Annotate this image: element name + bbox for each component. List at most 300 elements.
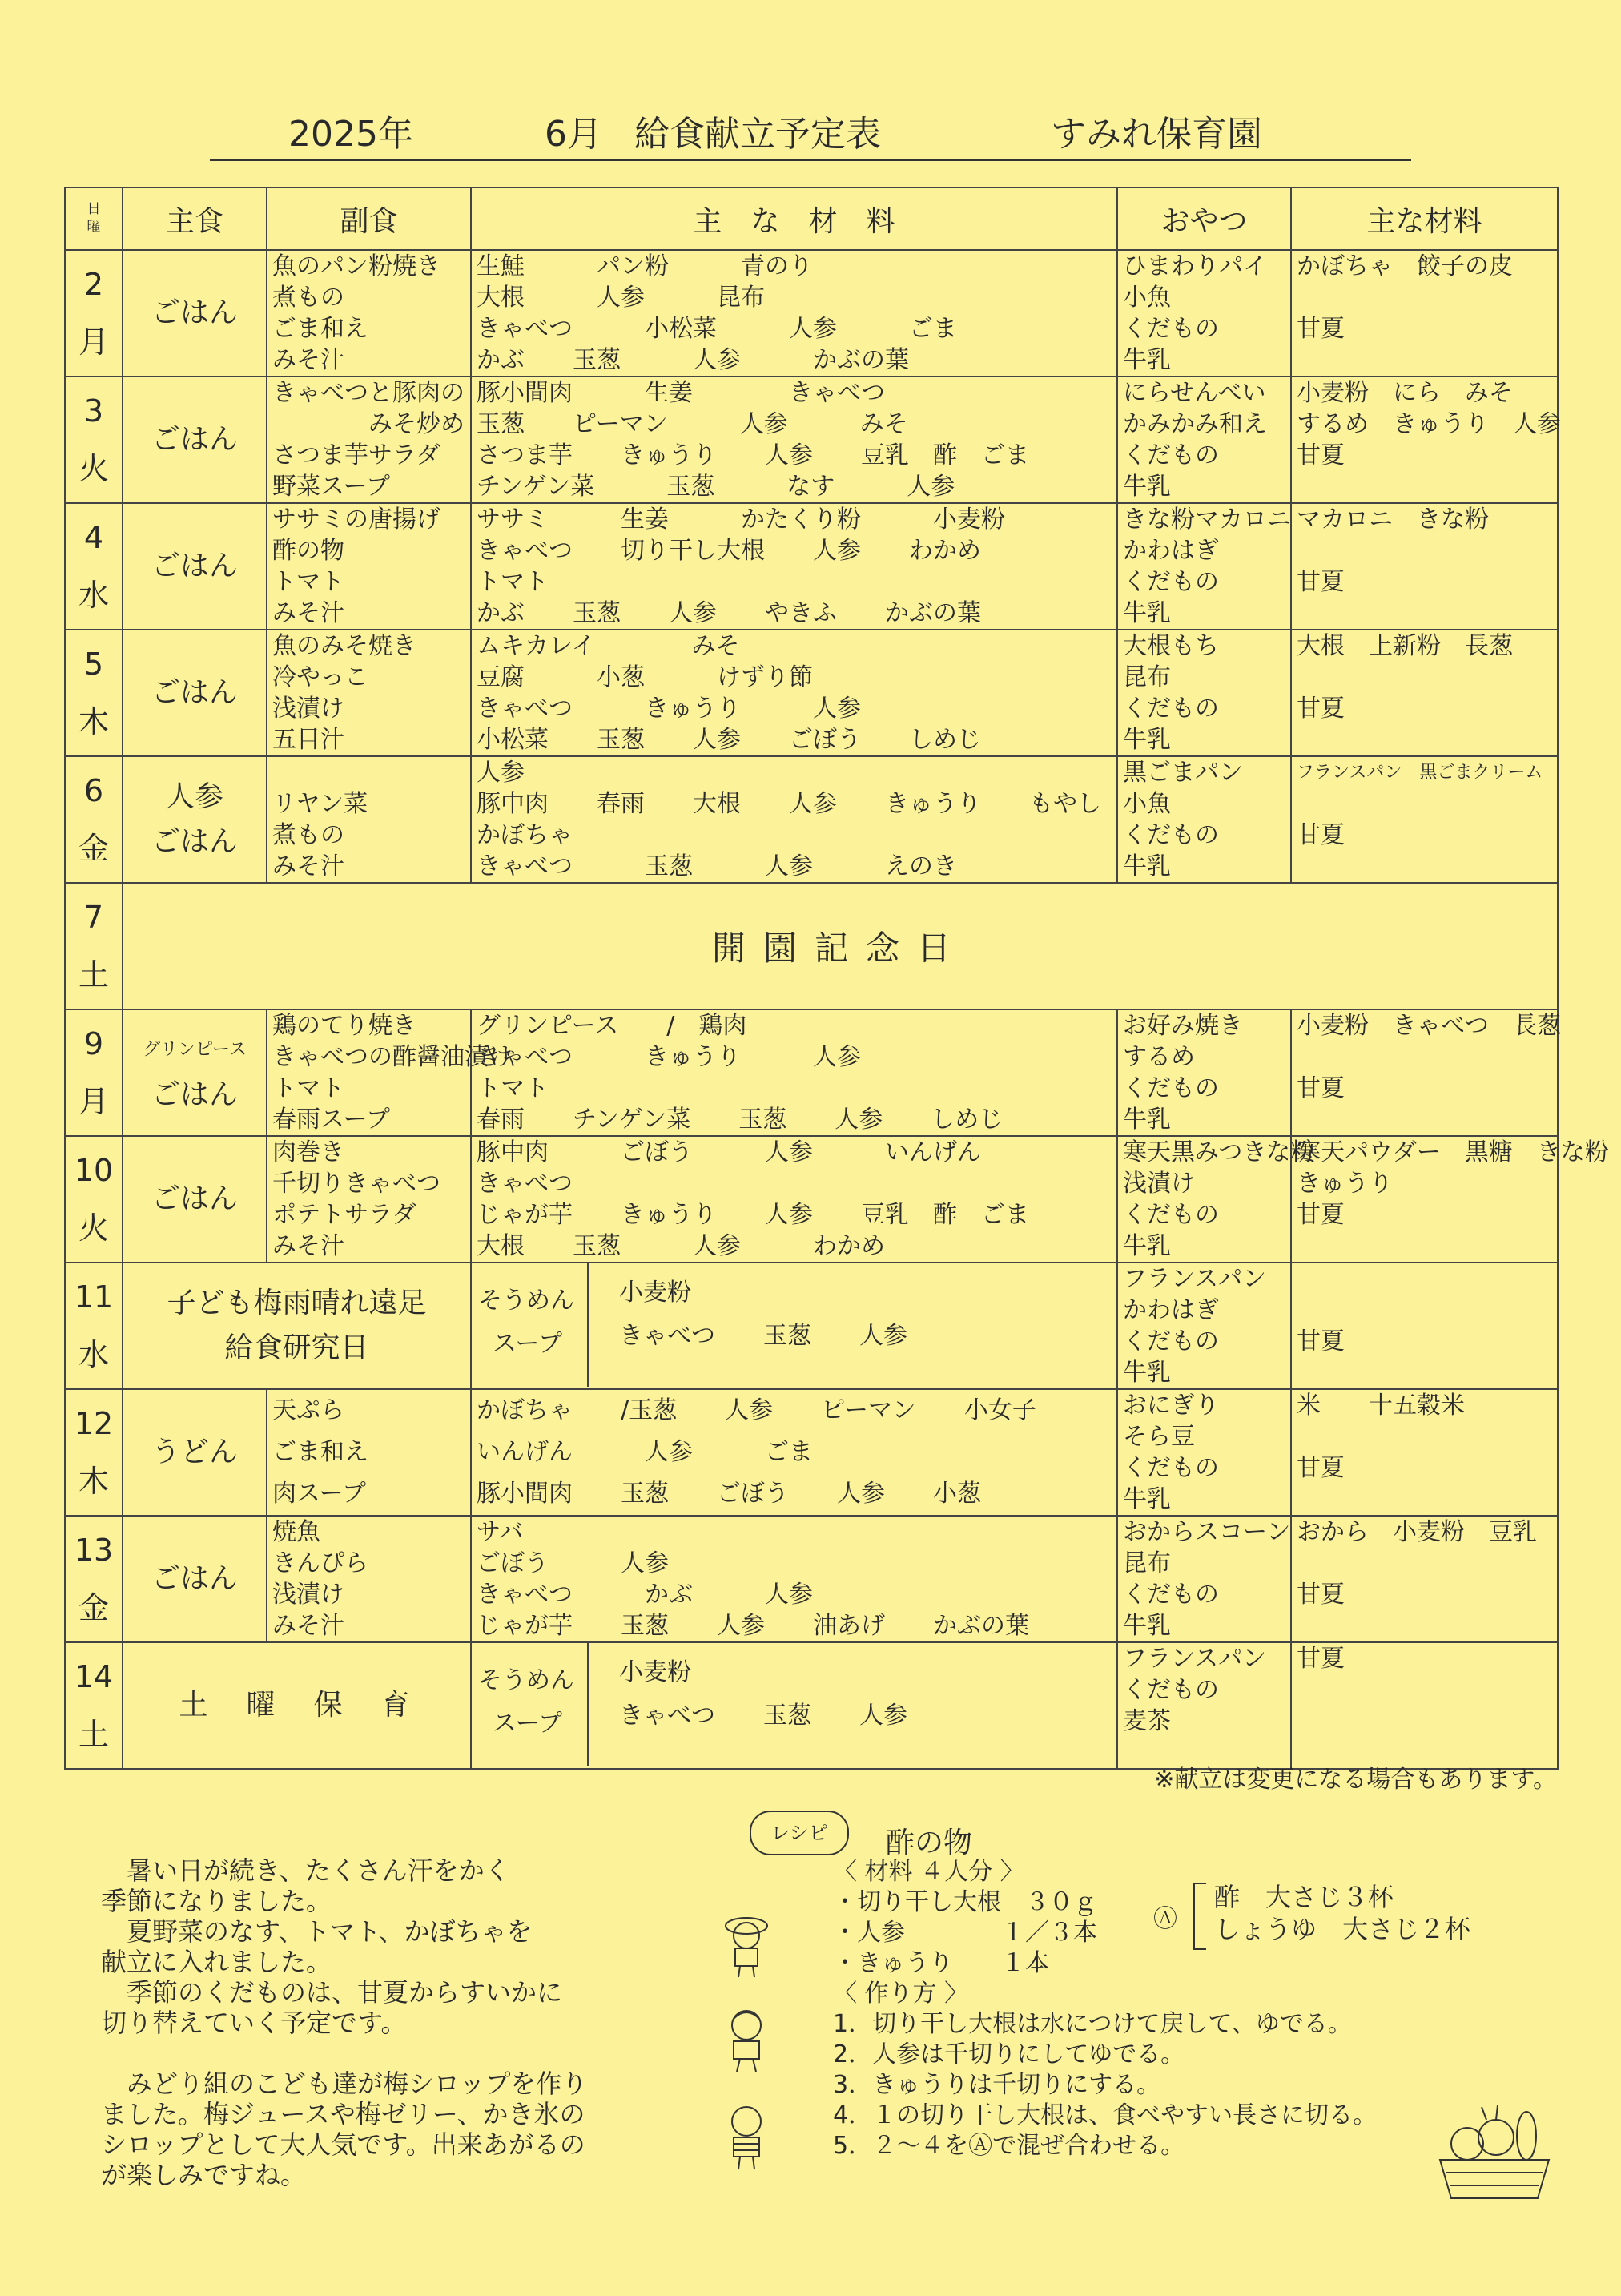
- paragraph-line: ました。梅ジュースや梅ゼリー、かき氷の: [101, 2099, 585, 2129]
- staple-text: ごはん: [151, 296, 238, 329]
- snack-ingredient-line: きゅうり: [1297, 1170, 1393, 1198]
- snack-line: くだもの: [1123, 1676, 1219, 1704]
- paragraph-line: 切り替えていく予定です。: [101, 2008, 407, 2038]
- snack-line: 牛乳: [1123, 1485, 1171, 1513]
- soup-ingredient-line2: きゃべつ 玉葱 人参: [619, 1322, 907, 1350]
- staple-text: ごはん: [151, 676, 238, 709]
- day-cell: [65, 1642, 123, 1769]
- day-date: 7: [83, 900, 104, 935]
- recipe-line: 5．２～４をⒶで混ぜ合わせる。: [833, 2132, 1185, 2160]
- side-dish-line: 魚のみそ焼き: [272, 632, 416, 660]
- side-dish-line: [267, 757, 470, 788]
- header-school: すみれ保育園: [1051, 114, 1262, 155]
- child-illustration-2: [714, 2001, 778, 2073]
- snack-line: するめ: [1123, 1043, 1195, 1071]
- side-dish-line: 煮もの: [272, 821, 344, 849]
- snack-cell: [1117, 1642, 1291, 1769]
- snack-cell: [1117, 1009, 1291, 1136]
- snack-cell: [1117, 377, 1291, 503]
- soup-name-line2: スープ: [493, 1330, 562, 1358]
- side-dish-line: 酢の物: [272, 537, 344, 565]
- soup-cell: [471, 1642, 1117, 1769]
- ingredient-line: 豚中肉 春雨 大根 人参 きゅうり もやし: [477, 790, 1101, 818]
- ingredient-line: 豆腐 小葱 けずり節: [477, 663, 813, 691]
- snack-line: くだもの: [1123, 1454, 1219, 1482]
- snack-line: 牛乳: [1123, 346, 1171, 374]
- snack-ingredient-line: [1292, 1263, 1557, 1295]
- day-weekday: 土: [78, 957, 109, 993]
- day-date: 4: [83, 520, 104, 555]
- snack-ingredient-line: 甘夏: [1297, 1454, 1345, 1482]
- snack-line: 牛乳: [1123, 726, 1171, 754]
- table-row: [65, 1642, 1558, 1769]
- staple-text: ごはん: [151, 423, 238, 456]
- day-date: 3: [83, 393, 104, 429]
- day-weekday: 木: [78, 1464, 109, 1499]
- ingredient-line: じゃが芋 玉葱 人参 油あげ かぶの葉: [477, 1612, 1029, 1640]
- ingredients-cell: [471, 756, 1117, 883]
- staple-cell: [123, 250, 267, 377]
- event-cell: 開園記念日: [123, 883, 1558, 1009]
- snack-line: 麦茶: [1123, 1707, 1171, 1735]
- ingredient-line: 豚小間肉 玉葱 ごぼう 人参 小葱: [477, 1480, 981, 1508]
- table-row: [65, 756, 1558, 883]
- ingredient-line: グリンピース / 鶏肉: [477, 1012, 747, 1040]
- snack-ingredient-line: [1292, 662, 1557, 693]
- snack-ingredient-line: [1292, 1674, 1557, 1706]
- day-weekday: 木: [78, 704, 109, 739]
- staple-text-line2: ごはん: [151, 1078, 238, 1111]
- side-dish-line: 肉巻き: [272, 1138, 344, 1166]
- snack-ingredients-cell: [1291, 503, 1558, 630]
- snack-ingredients-cell: [1291, 1389, 1558, 1516]
- table-row: [65, 1136, 1558, 1263]
- paragraph-line: シロップとして大人気です。出来あがるの: [101, 2129, 585, 2160]
- day-weekday: 火: [78, 451, 109, 486]
- table-row: [65, 1516, 1558, 1642]
- soup-name-line1: そうめん: [478, 1287, 574, 1315]
- side-dish-line: みそ汁: [272, 599, 344, 627]
- ingredients-cell: [471, 630, 1117, 756]
- snack-ingredient-line: フランスパン 黒ごまクリーム: [1297, 763, 1543, 783]
- table-row: [65, 503, 1558, 630]
- day-weekday: 水: [78, 1337, 109, 1372]
- snack-ingredient-line: 甘夏: [1297, 1581, 1345, 1609]
- staple-cell: [123, 377, 267, 503]
- paragraph-line: が楽しみですね。: [101, 2160, 307, 2190]
- ingredient-line: 大根 人参 昆布: [477, 284, 765, 312]
- special-title: 土 曜 保 育: [179, 1689, 415, 1722]
- side-dish-line: 鶏のてり焼き: [272, 1012, 416, 1040]
- ingredient-line: 小松菜 玉葱 人参 ごぼう しめじ: [477, 726, 981, 754]
- ingredient-line: いんげん 人参 ごま: [477, 1438, 813, 1466]
- ingredient-line: ササミ 生姜 かたくり粉 小麦粉: [477, 506, 1005, 534]
- recipe-a-mark: Ⓐ: [1153, 1905, 1177, 1933]
- recipe-line: ・切り干し大根 ３０ｇ: [833, 1888, 1097, 1916]
- snack-line: 黒ごまパン: [1123, 759, 1243, 787]
- side-dish-line: 魚のパン粉焼き: [272, 252, 440, 280]
- snack-cell: [1117, 756, 1291, 883]
- snack-line: おからスコーン: [1123, 1518, 1291, 1546]
- ingredient-line: ごぼう 人参: [477, 1549, 669, 1577]
- ingredient-line: かぼちゃ /玉葱 人参 ピーマン 小女子: [477, 1396, 1036, 1424]
- table-row: [65, 250, 1558, 377]
- special-subtitle: 給食研究日: [224, 1331, 369, 1364]
- ingredient-line: じゃが芋 きゅうり 人参 豆乳 酢 ごま: [477, 1201, 1029, 1229]
- staple-cell: [123, 1136, 267, 1263]
- snack-line: 牛乳: [1123, 1612, 1171, 1640]
- sauce-line: 酢 大さじ３杯: [1214, 1882, 1394, 1912]
- snack-line: フランスパン: [1123, 1265, 1267, 1293]
- side-dish-line: きゃべつの酢醤油漬け: [272, 1043, 513, 1071]
- ingredients-cell: [471, 503, 1117, 630]
- day-cell: [65, 1263, 123, 1389]
- side-dish-line: 野菜スープ: [272, 473, 390, 501]
- day-cell: [65, 756, 123, 883]
- snack-line: 昆布: [1123, 1549, 1171, 1577]
- ingredient-line: きゃべつ 小松菜 人参 ごま: [477, 315, 957, 343]
- day-weekday: 土: [78, 1717, 109, 1752]
- snack-line: くだもの: [1123, 1074, 1219, 1102]
- staple-text: ごはん: [151, 1562, 238, 1595]
- staple-cell: [123, 1389, 267, 1516]
- snack-ingredient-line: [1292, 344, 1557, 376]
- snack-line: くだもの: [1123, 315, 1219, 343]
- ingredients-cell: [471, 250, 1117, 377]
- day-date: 12: [74, 1406, 114, 1441]
- snack-ingredient-line: 米 十五穀米: [1297, 1392, 1465, 1420]
- snack-ingredient-line: [1292, 1421, 1557, 1452]
- snack-line: ひまわりパイ: [1123, 252, 1267, 280]
- snack-ingredient-line: [1292, 1548, 1557, 1579]
- day-cell: [65, 883, 123, 1009]
- soup-name: [472, 1643, 589, 1766]
- side-dish-cell: [267, 1389, 471, 1516]
- staple-cell: [123, 756, 267, 883]
- snack-ingredient-line: [1292, 1484, 1557, 1515]
- child-illustration-3: [714, 2099, 778, 2171]
- day-weekday: 月: [78, 1084, 109, 1119]
- soup-ingredient-line2: きゃべつ 玉葱 人参: [619, 1702, 907, 1730]
- side-dish-line: 煮もの: [272, 284, 344, 312]
- side-dish-line: みそ汁: [272, 852, 344, 880]
- sauce-line: しょうゆ 大さじ２杯: [1214, 1914, 1471, 1944]
- snack-line: 大根もち: [1123, 632, 1219, 660]
- snack-ingredient-line: 甘夏: [1297, 1645, 1345, 1673]
- side-dish-line: ポテトサラダ: [272, 1201, 416, 1229]
- recipe-line: ・人参 １／３本: [833, 1919, 1097, 1947]
- snack-ingredient-line: [1292, 598, 1557, 629]
- snack-ingredient-line: [1292, 535, 1557, 566]
- day-date: 11: [74, 1279, 114, 1315]
- snack-line: 牛乳: [1123, 852, 1171, 880]
- table-row: [65, 1389, 1558, 1516]
- snack-ingredient-line: [1292, 1610, 1557, 1641]
- snack-line: 昆布: [1123, 663, 1171, 691]
- snack-ingredient-line: 甘夏: [1297, 695, 1345, 723]
- ingredient-line: かぶ 玉葱 人参 やきふ かぶの葉: [477, 599, 981, 627]
- soup-ingredient-line1: 小麦粉: [619, 1658, 691, 1686]
- staple-cell: [123, 1516, 267, 1642]
- staple-text: ごはん: [151, 550, 238, 582]
- table-row: [65, 630, 1558, 756]
- special-day-cell: [123, 1642, 471, 1769]
- soup-ingredient-line1: 小麦粉: [619, 1279, 691, 1307]
- paragraph-line: みどり組のこども達が梅シロップを作り: [101, 2068, 588, 2099]
- snack-ingredient-line: [1292, 282, 1557, 313]
- side-dish-line: 五目汁: [272, 726, 344, 754]
- snack-ingredients-cell: [1291, 250, 1558, 377]
- ingredient-line: 大根 玉葱 人参 わかめ: [477, 1232, 885, 1260]
- staple-text: ごはん: [151, 1182, 238, 1215]
- special-day-cell: [123, 1263, 471, 1389]
- snack-line: くだもの: [1123, 441, 1219, 469]
- column-header-day: 日曜: [65, 187, 123, 250]
- snack-ingredients-cell: [1291, 756, 1558, 883]
- column-header-snack-ingredients: 主な材料: [1291, 187, 1558, 250]
- child-illustration-1: [714, 1907, 778, 1979]
- day-weekday: 月: [78, 324, 109, 360]
- snack-line: 小魚: [1123, 284, 1171, 312]
- column-header-side: 副食: [267, 187, 471, 250]
- snack-ingredients-cell: [1291, 1516, 1558, 1642]
- snack-ingredient-line: [1292, 1295, 1557, 1326]
- side-dish-line: 焼魚: [272, 1518, 320, 1546]
- snack-ingredient-line: [1292, 1041, 1557, 1073]
- staple-cell: [123, 503, 267, 630]
- side-dish-line: きゃべつと豚肉の: [272, 379, 465, 407]
- staple-text-line2: ごはん: [151, 825, 238, 858]
- snack-ingredient-line: [1292, 471, 1557, 502]
- side-dish-line: 肉スープ: [272, 1480, 366, 1508]
- snack-ingredient-line: [1292, 851, 1557, 882]
- paragraph-line: 季節になりました。: [101, 1886, 332, 1916]
- side-dish-cell: [267, 1009, 513, 1136]
- snack-ingredient-line: 小麦粉 きゃべつ 長葱: [1297, 1012, 1561, 1040]
- snack-ingredient-line: 甘夏: [1297, 568, 1345, 596]
- snack-line: きな粉マカロニ: [1123, 506, 1291, 534]
- day-cell: [65, 1009, 123, 1136]
- header-year: 2025年: [288, 114, 413, 155]
- snack-ingredient-line: 寒天パウダー 黒糖 きな粉: [1297, 1138, 1609, 1166]
- day-date: 14: [74, 1659, 114, 1694]
- snack-ingredient-line: 大根 上新粉 長葱: [1297, 632, 1513, 660]
- day-date: 10: [74, 1153, 114, 1188]
- ingredient-line: トマト: [477, 1074, 549, 1102]
- ingredient-line: チンゲン菜 玉葱 なす 人参: [477, 473, 955, 501]
- day-cell: [65, 630, 123, 756]
- snack-ingredient-line: 甘夏: [1297, 315, 1345, 343]
- ingredient-line: サバ: [477, 1518, 524, 1546]
- snack-line: 寒天黒みつきな粉: [1123, 1138, 1315, 1166]
- table-row: [65, 883, 1558, 1009]
- header-title: 給食献立予定表: [634, 114, 881, 155]
- soup-name-line2: スープ: [493, 1710, 562, 1738]
- snack-ingredients-cell: [1291, 1263, 1558, 1389]
- snack-ingredients-cell: [1291, 1009, 1561, 1136]
- side-dish-cell: [267, 377, 471, 503]
- side-dish-line: みそ汁: [272, 1232, 344, 1260]
- ingredient-line: ムキカレイ みそ: [477, 632, 740, 660]
- ingredient-line: 豚中肉 ごぼう 人参 いんげん: [477, 1138, 981, 1166]
- side-dish-line: 冷やっこ: [272, 663, 368, 691]
- ingredient-line: きゃべつ 玉葱 人参 えのき: [477, 852, 957, 880]
- snack-ingredient-line: [1292, 1104, 1557, 1135]
- column-header-staple: 主食: [123, 187, 267, 250]
- snack-ingredients-cell: [1291, 1136, 1609, 1263]
- snack-ingredient-line: 甘夏: [1297, 1327, 1345, 1355]
- snack-line: くだもの: [1123, 1201, 1219, 1229]
- snack-cell: [1117, 503, 1291, 630]
- side-dish-cell: [267, 250, 471, 377]
- side-dish-line: 春雨スープ: [272, 1106, 390, 1134]
- ingredient-line: きゃべつ 切り干し大根 人参 わかめ: [477, 537, 981, 565]
- page-header: [210, 111, 1411, 161]
- recipe-line: 〈 材料 ４人分 〉: [833, 1858, 1024, 1886]
- soup-name: [472, 1263, 589, 1387]
- snack-ingredients-cell: [1291, 377, 1561, 503]
- side-dish-line: 浅漬け: [272, 695, 344, 723]
- day-date: 13: [74, 1533, 114, 1568]
- ingredients-cell: [471, 1009, 1117, 1136]
- snack-line: 牛乳: [1123, 1106, 1171, 1134]
- snack-line: かわはぎ: [1123, 537, 1219, 565]
- snack-ingredient-line: 甘夏: [1297, 821, 1345, 849]
- ingredient-line: かぶ 玉葱 人参 かぶの葉: [477, 346, 909, 374]
- table-header-row: [65, 187, 1558, 250]
- ingredient-line: トマト: [477, 568, 549, 596]
- side-dish-cell: [267, 756, 471, 883]
- recipe-line: 1．切り干し大根は水につけて戻して、ゆでる。: [833, 2010, 1352, 2038]
- snack-line: くだもの: [1123, 568, 1219, 596]
- day-date: 5: [83, 647, 104, 682]
- snack-cell: [1117, 630, 1291, 756]
- change-note: ※献立は変更になる場合もあります。: [1154, 1766, 1557, 1794]
- snack-ingredient-line: マカロニ きな粉: [1297, 506, 1489, 534]
- snack-ingredient-line: 甘夏: [1297, 441, 1345, 469]
- snack-cell: [1117, 1263, 1291, 1389]
- snack-ingredient-line: 小麦粉 にら みそ: [1297, 379, 1513, 407]
- snack-line: くだもの: [1123, 695, 1219, 723]
- snack-line: おにぎり: [1123, 1392, 1219, 1420]
- ingredient-line: 人参: [477, 759, 525, 787]
- recipe-sauce: [1214, 1881, 1470, 1945]
- ingredient-line: きゃべつ きゅうり 人参: [477, 1043, 861, 1071]
- snack-ingredient-line: 甘夏: [1297, 1074, 1345, 1102]
- side-dish-line: ごま和え: [272, 315, 368, 343]
- ingredient-line: 春雨 チンゲン菜 玉葱 人参 しめじ: [477, 1106, 1004, 1134]
- snack-line: くだもの: [1123, 821, 1219, 849]
- header-month: 6月: [545, 114, 602, 155]
- snack-ingredient-line: かぼちゃ 餃子の皮: [1297, 252, 1513, 280]
- side-dish-cell: [267, 1516, 471, 1642]
- snack-ingredient-line: [1292, 1231, 1557, 1262]
- snack-line: 牛乳: [1123, 473, 1171, 501]
- day-date: 9: [83, 1026, 104, 1061]
- snack-cell: [1117, 1516, 1291, 1642]
- ingredient-line: きゃべつ きゅうり 人参: [477, 695, 861, 723]
- snack-cell: [1117, 1136, 1315, 1263]
- day-weekday: 金: [78, 1590, 109, 1625]
- side-dish-cell: [267, 630, 471, 756]
- side-dish-line: さつま芋サラダ: [272, 441, 440, 469]
- day-cell: [65, 1136, 123, 1263]
- column-header-snack: おやつ: [1117, 187, 1291, 250]
- side-dish-line: 千切りきゃべつ: [272, 1170, 440, 1198]
- vegetable-basket-icon: [1430, 2104, 1559, 2206]
- side-dish-line: みそ汁: [272, 1612, 344, 1640]
- recipe-line: 2．人参は千切りにしてゆでる。: [833, 2040, 1185, 2068]
- ingredient-line: 豚小間肉 生姜 きゃべつ: [477, 379, 885, 407]
- snack-line: かわはぎ: [1123, 1296, 1219, 1324]
- newsletter-paragraph: [101, 1855, 678, 2190]
- snack-line: お好み焼き: [1123, 1012, 1243, 1040]
- snack-ingredient-line: [1292, 1706, 1557, 1737]
- paragraph-line: 暑い日が続き、たくさん汗をかく: [101, 1855, 510, 1886]
- ingredient-line: きゃべつ かぶ 人参: [477, 1581, 813, 1609]
- side-dish-line: みそ炒め: [272, 410, 465, 438]
- day-weekday: 金: [78, 831, 109, 866]
- snack-line: 牛乳: [1123, 599, 1171, 627]
- snack-cell: [1117, 1389, 1291, 1516]
- menu-table: [64, 187, 1609, 1770]
- paragraph-line: [101, 2038, 678, 2068]
- recipe-brace: [1193, 1883, 1206, 1950]
- snack-ingredient-line: するめ きゅうり 人参: [1297, 410, 1561, 438]
- ingredients-cell: [471, 1516, 1117, 1642]
- soup-cell: [471, 1263, 1117, 1389]
- staple-cell: [123, 630, 267, 756]
- day-cell: [65, 377, 123, 503]
- column-header-ingredients: 主 な 材 料: [471, 187, 1117, 250]
- snack-ingredient-line: [1292, 1357, 1557, 1388]
- snack-ingredient-line: 甘夏: [1297, 1201, 1345, 1229]
- soup-name-line1: そうめん: [478, 1666, 574, 1694]
- day-cell: [65, 250, 123, 377]
- table-row: [65, 1263, 1558, 1389]
- soup-ingredients: [589, 1263, 1116, 1387]
- staple-text-line1: 人参: [165, 780, 223, 813]
- snack-line: くだもの: [1123, 1327, 1219, 1355]
- day-date: 2: [83, 267, 104, 302]
- recipe-line: 4．１の切り干し大根は、食べやすい長さに切る。: [833, 2101, 1378, 2129]
- snack-cell: [1117, 250, 1291, 377]
- recipe-title: 酢の物: [886, 1827, 973, 1859]
- paragraph-line: 献立に入れました。: [101, 1947, 332, 1977]
- ingredient-line: きゃべつ: [477, 1170, 573, 1198]
- day-cell: [65, 503, 123, 630]
- snack-line: 牛乳: [1123, 1232, 1171, 1260]
- snack-line: 牛乳: [1123, 1359, 1171, 1387]
- table-row: [65, 1009, 1558, 1136]
- day-weekday: 水: [78, 578, 109, 613]
- recipe-line: ・きゅうり １本: [833, 1949, 1049, 1977]
- side-dish-line: みそ汁: [272, 346, 344, 374]
- recipe-label: レシピ: [750, 1811, 849, 1855]
- snack-ingredients-cell: [1291, 630, 1558, 756]
- soup-ingredients: [589, 1643, 1116, 1766]
- side-dish-line: きんぴら: [272, 1549, 368, 1577]
- special-title: 子ども梅雨晴れ遠足: [167, 1287, 427, 1319]
- recipe-line: 〈 作り方 〉: [833, 1980, 969, 2008]
- snack-ingredient-line: おから 小麦粉 豆乳: [1297, 1518, 1537, 1546]
- day-date: 6: [83, 773, 104, 808]
- ingredients-cell: [471, 1389, 1117, 1516]
- snack-line: くだもの: [1123, 1581, 1219, 1609]
- ingredient-line: 玉葱 ピーマン 人参 みそ: [477, 410, 908, 438]
- side-dish-line: ごま和え: [272, 1438, 368, 1466]
- ingredient-line: さつま芋 きゅうり 人参 豆乳 酢 ごま: [477, 441, 1029, 469]
